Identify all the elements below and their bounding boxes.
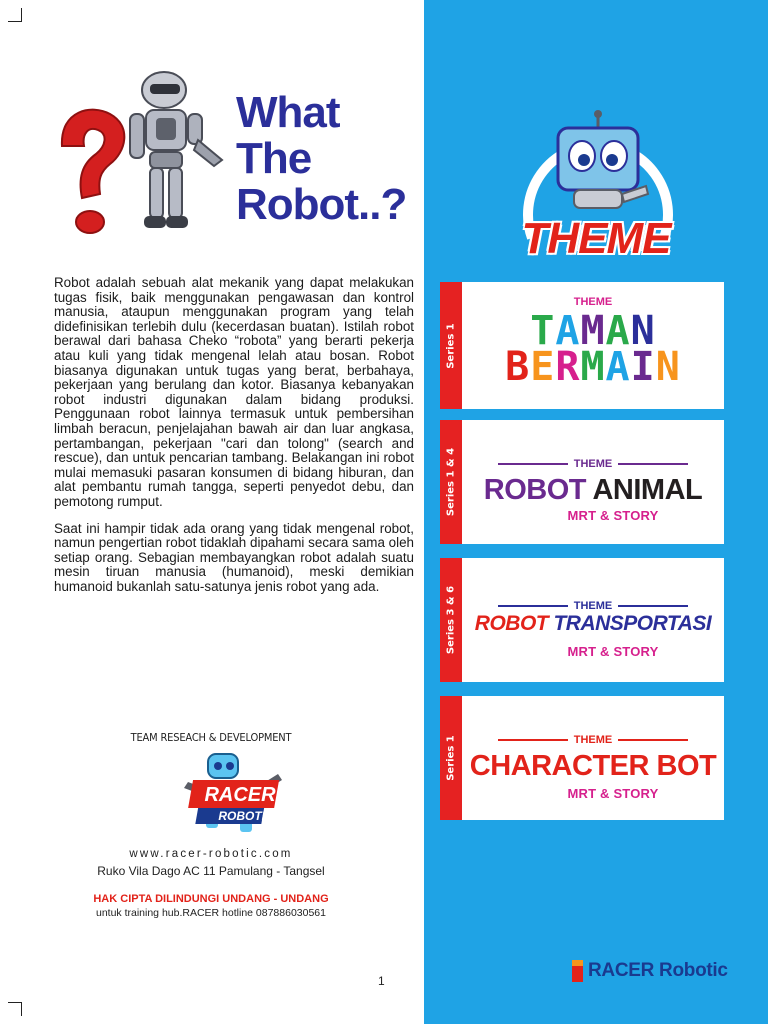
- title-letter: I: [630, 344, 656, 390]
- series-tag: [440, 420, 462, 544]
- hero: [52, 70, 412, 250]
- card-subtitle: MRT & STORY: [567, 508, 659, 523]
- theme-card-robot-animal[interactable]: [440, 420, 724, 544]
- card-subtitle: MRT & STORY: [567, 644, 659, 659]
- card-content: [462, 696, 724, 820]
- paragraph: Saat ini hampir tidak ada orang yang tidak mengenal robot, namun pengertian robot tidaklah dipahami secara sama oleh setiap orang. Sebagian membayangkan robot adalah suatu mesin tiruan manusia (humanoid), meski demikian humanoid bukanlah satu-satunya jenis robot yang ada.: [54, 520, 414, 594]
- card-theme-rule: [462, 600, 724, 612]
- brand-mark-icon: [572, 960, 583, 982]
- hero-title: [236, 90, 406, 228]
- card-content: [462, 282, 724, 409]
- series-label: Series 3 & 6: [445, 585, 457, 655]
- question-dot: [76, 211, 104, 233]
- page-number: 1: [378, 974, 385, 988]
- card-content: [462, 558, 724, 682]
- card-subtitle: MRT & STORY: [567, 786, 659, 801]
- series-label: Series 1 & 4: [445, 447, 457, 517]
- series-label: Series 1: [445, 322, 457, 369]
- series-tag: [440, 558, 462, 682]
- card-small-theme: THEME: [573, 734, 613, 746]
- website-link[interactable]: www.racer-robotic.com: [129, 848, 293, 860]
- title-letter: B: [505, 344, 531, 390]
- team-label: TEAM RESEACH & DEVELOPMENT: [130, 731, 292, 744]
- hotline: untuk training hub.RACER hotline 087886030561: [95, 907, 326, 919]
- title-letter: T: [530, 308, 556, 354]
- address: Ruko Vila Dago AC 11 Pamulang - Tangsel: [97, 864, 325, 878]
- title-letter: A: [555, 308, 581, 354]
- racer-robotic-logo: [178, 752, 288, 842]
- robot-question-illustration: [52, 70, 232, 250]
- theme-card-robot-transportasi[interactable]: [440, 558, 724, 682]
- brand-logo: [572, 960, 728, 982]
- logo-word-racer: RACER: [204, 784, 276, 806]
- series-tag: [440, 696, 462, 820]
- hero-title-line: The: [236, 134, 312, 183]
- question-mark-icon: [62, 110, 124, 198]
- title-letter: M: [580, 344, 606, 390]
- card-content: [462, 420, 724, 544]
- robot-mascot-icon: [558, 110, 648, 208]
- theme-badge-word: THEME: [521, 214, 671, 263]
- card-title: CHARACTER BOT: [469, 750, 717, 782]
- theme-card-character-bot[interactable]: [440, 696, 724, 820]
- card-title: [462, 612, 724, 636]
- theme-card-taman-bermain[interactable]: [440, 282, 724, 409]
- copyright-notice: HAK CIPTA DILINDUNGI UNDANG - UNDANG: [93, 893, 329, 905]
- card-small-theme: THEME: [573, 458, 613, 470]
- card-title-a: ROBOT: [483, 474, 586, 506]
- series-label: Series 1: [445, 735, 457, 781]
- title-letter: E: [530, 344, 556, 390]
- card-title: [462, 474, 724, 507]
- brand-name: RACER Robotic: [588, 960, 728, 981]
- title-letter: N: [655, 344, 681, 390]
- title-letter: M: [580, 308, 606, 354]
- series-tag: [440, 282, 462, 409]
- body-text: [54, 276, 414, 606]
- title-letter: R: [555, 344, 581, 390]
- card-title-a: ROBOT: [474, 612, 549, 635]
- card-title-b: ANIMAL: [592, 474, 703, 506]
- title-letter: N: [630, 308, 656, 354]
- theme-sidebar: [424, 0, 768, 1024]
- card-small-theme: THEME: [573, 600, 613, 612]
- paragraph: Robot adalah sebuah alat mekanik yang dapat melakukan tugas fisik, baik menggunakan pengawasan dan kontrol manusia, ataupun menggunakan program yang telah didefinisikan terlebih dulu (kecerdasan buatan). Istilah robot berawal dari bahasa Cheko “robota” yang berarti pekerja atau kuli yang tidak mengenal lelah atau bosan. Robot biasanya digunakan untuk tugas yang berat, berbahaya, pekerjaan yang berulang dan kotor. Biasanya kebanyakan robot industri digunakan dalam bidang produksi. Penggunaan robot lainnya termasuk untuk pembersihan limbah beracun, penjelajahan bawah air dan luar angkasa, pertambangan, pekerjaan "cari dan tolong" (search and rescue), dan untuk pencarian tambang. Belakangan ini robot mulai memasuki pasaran konsumen di bidang hiburan, dan alat pembantu rumah tangga, seperti penyedot debu, dan pemotong rumput.: [54, 275, 414, 509]
- title-letter: A: [605, 344, 631, 390]
- logo-word-robotic: ROBOTIC: [218, 809, 274, 823]
- robot-icon: [130, 72, 222, 228]
- card-theme-rule: [462, 734, 724, 746]
- card-title-b: TRANSPORTASI: [553, 612, 712, 635]
- hero-title-line: Robot..?: [236, 180, 407, 229]
- card-theme-rule: [462, 458, 724, 470]
- card-small-theme: THEME: [573, 296, 613, 308]
- title-letter: A: [605, 308, 631, 354]
- hero-title-line: What: [236, 88, 340, 137]
- card-title-line-2: [462, 344, 724, 390]
